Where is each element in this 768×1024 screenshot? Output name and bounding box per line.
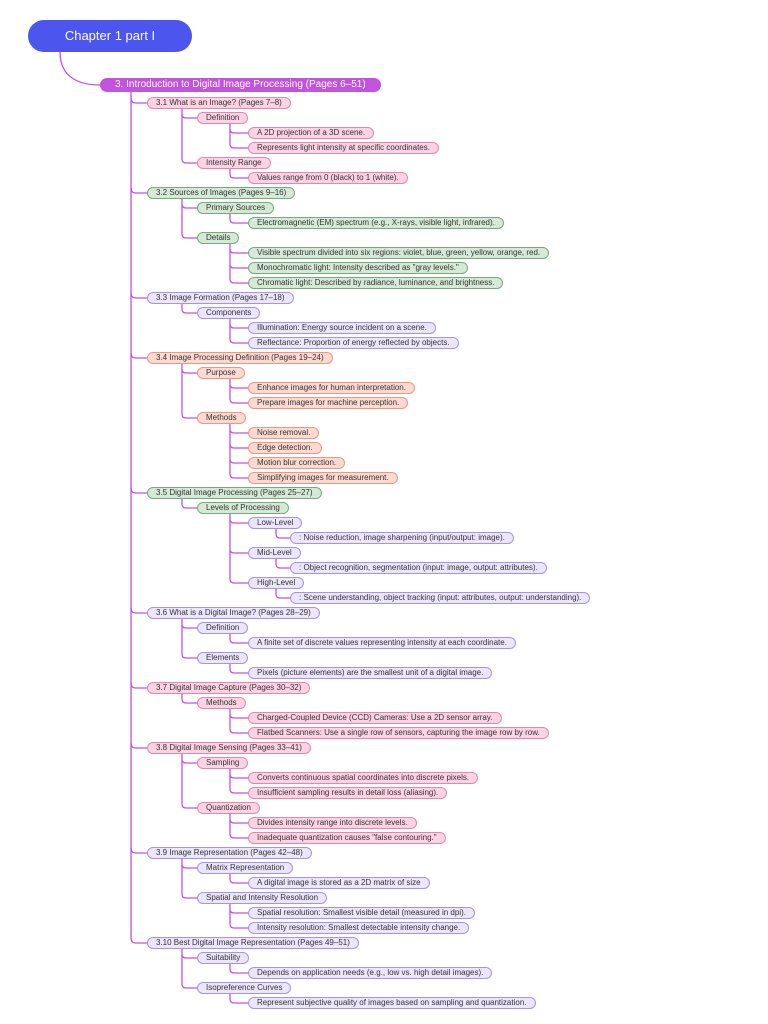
- trunk-branch-3-5-digital-image-processing-pages-25-27: [131, 488, 147, 493]
- detail-charged-coupled-device-ccd-cameras-use-a[interactable]: Charged-Coupled Device (CCD) Cameras: Use a 2D sensor array.: [248, 712, 502, 724]
- detail-connector: [230, 424, 248, 478]
- detail-connector: [230, 814, 248, 838]
- subtopic-intensity-range[interactable]: Intensity Range: [197, 157, 271, 169]
- section-3-3-image-formation-pages-17-18[interactable]: 3.3 Image Formation (Pages 17–18): [147, 292, 294, 304]
- subtopic-connector: [182, 619, 197, 658]
- leaf-scene-understanding-object-tracking-inpu[interactable]: : Scene understanding, object tracking (input: attributes, output: understanding).: [290, 592, 590, 604]
- subtopic-connector: [182, 499, 197, 508]
- detail-divides-intensity-range-into-discrete-le[interactable]: Divides intensity range into discrete levels.: [248, 817, 417, 829]
- subtopic-isopreference-curves[interactable]: Isopreference Curves: [197, 982, 291, 994]
- subtopic-sampling[interactable]: Sampling: [197, 757, 248, 769]
- subtopic-definition[interactable]: Definition: [197, 622, 248, 634]
- detail-values-range-from-0-black-to-1-white[interactable]: Values range from 0 (black) to 1 (white).: [248, 172, 408, 184]
- subtopic-matrix-representation[interactable]: Matrix Representation: [197, 862, 293, 874]
- leaf-object-recognition-segmentation-input-im[interactable]: : Object recognition, segmentation (input: image, output: attributes).: [290, 562, 547, 574]
- detail-depends-on-application-needs-e-g-low-vs-[interactable]: Depends on application needs (e.g., low vs. high detail images).: [248, 967, 492, 979]
- detail-edge-detection[interactable]: Edge detection.: [248, 442, 322, 454]
- detail-connector: [230, 124, 248, 148]
- trunk-branch-3-7-digital-image-capture-pages-30-32: [131, 683, 147, 688]
- detail-noise-removal[interactable]: Noise removal.: [248, 427, 319, 439]
- detail-monochromatic-light-intensity-described-[interactable]: Monochromatic light: Intensity described as "gray levels.": [248, 262, 468, 274]
- subtopic-levels-of-processing[interactable]: Levels of Processing: [197, 502, 289, 514]
- subtopic-primary-sources[interactable]: Primary Sources: [197, 202, 274, 214]
- detail-represent-subjective-quality-of-images-b[interactable]: Represent subjective quality of images based on sampling and quantization.: [248, 997, 536, 1009]
- detail-high-level[interactable]: High-Level: [248, 577, 304, 589]
- detail-insufficient-sampling-results-in-detail-[interactable]: Insufficient sampling results in detail loss (aliasing).: [248, 787, 447, 799]
- detail-chromatic-light-described-by-radiance-lu[interactable]: Chromatic light: Described by radiance, luminance, and brightness.: [248, 277, 503, 289]
- section-3-6-what-is-a-digital-image-pages-28-29[interactable]: 3.6 What is a Digital Image? (Pages 28–29): [147, 607, 320, 619]
- subtopic-connector: [182, 364, 197, 418]
- subtopic-methods[interactable]: Methods: [197, 697, 246, 709]
- detail-enhance-images-for-human-interpretation[interactable]: Enhance images for human interpretation.: [248, 382, 415, 394]
- subtopic-components[interactable]: Components: [197, 307, 260, 319]
- detail-converts-continuous-spatial-coordinates-[interactable]: Converts continuous spatial coordinates into discrete pixels.: [248, 772, 478, 784]
- subtopic-details[interactable]: Details: [197, 232, 239, 244]
- detail-connector: [230, 874, 248, 883]
- main-topic-node[interactable]: 3. Introduction to Digital Image Processing (Pages 6–51): [100, 78, 381, 92]
- subtopic-connector: [182, 109, 197, 163]
- section-3-7-digital-image-capture-pages-30-32[interactable]: 3.7 Digital Image Capture (Pages 30–32): [147, 682, 310, 694]
- detail-visible-spectrum-divided-into-six-region[interactable]: Visible spectrum divided into six regions: violet, blue, green, yellow, orange, red.: [248, 247, 549, 259]
- detail-pixels-picture-elements-are-the-smallest[interactable]: Pixels (picture elements) are the smallest unit of a digital image.: [248, 667, 492, 679]
- detail-a-finite-set-of-discrete-values-represen[interactable]: A finite set of discrete values representing intensity at each coordinate.: [248, 637, 516, 649]
- detail-connector: [230, 709, 248, 733]
- subtopic-elements[interactable]: Elements: [197, 652, 248, 664]
- section-3-4-image-processing-definition-pages-19[interactable]: 3.4 Image Processing Definition (Pages 19–24): [147, 352, 333, 364]
- detail-low-level[interactable]: Low-Level: [248, 517, 302, 529]
- detail-connector: [230, 514, 248, 583]
- section-3-10-best-digital-image-representation-p[interactable]: 3.10 Best Digital Image Representation (Pages 49–51): [147, 937, 359, 949]
- subtopic-quantization[interactable]: Quantization: [197, 802, 260, 814]
- subtopic-purpose[interactable]: Purpose: [197, 367, 245, 379]
- detail-connector: [230, 964, 248, 973]
- detail-connector: [230, 769, 248, 793]
- subtopic-methods[interactable]: Methods: [197, 412, 246, 424]
- section-3-1-what-is-an-image-pages-7-8[interactable]: 3.1 What is an Image? (Pages 7–8): [147, 97, 291, 109]
- subtopic-connector: [182, 304, 197, 313]
- subtopic-connector: [182, 694, 197, 703]
- detail-spatial-resolution-smallest-visible-deta[interactable]: Spatial resolution: Smallest visible detail (measured in dpi).: [248, 907, 475, 919]
- detail-connector: [230, 664, 248, 673]
- detail-connector: [230, 169, 248, 178]
- trunk-branch-3-9-image-representation-pages-42-48: [131, 848, 147, 853]
- subtopic-connector: [182, 859, 197, 898]
- detail-motion-blur-correction[interactable]: Motion blur correction.: [248, 457, 345, 469]
- detail-connector: [230, 634, 248, 643]
- trunk-branch-3-10-best-digital-image-representation-p: [131, 938, 147, 943]
- detail-connector: [230, 244, 248, 283]
- root-to-main-connector: [60, 52, 100, 85]
- detail-simplifying-images-for-measurement[interactable]: Simplifying images for measurement.: [248, 472, 398, 484]
- detail-intensity-resolution-smallest-detectable[interactable]: Intensity resolution: Smallest detectable intensity change.: [248, 922, 469, 934]
- detail-represents-light-intensity-at-specific-c[interactable]: Represents light intensity at specific coordinates.: [248, 142, 439, 154]
- trunk-branch-3-6-what-is-a-digital-image-pages-28-29: [131, 608, 147, 613]
- section-3-5-digital-image-processing-pages-25-27[interactable]: 3.5 Digital Image Processing (Pages 25–27): [147, 487, 322, 499]
- detail-connector: [230, 214, 248, 223]
- leaf-connector: [276, 589, 290, 598]
- detail-electromagnetic-em-spectrum-e-g-x-rays-v[interactable]: Electromagnetic (EM) spectrum (e.g., X-rays, visible light, infrared).: [248, 217, 504, 229]
- detail-flatbed-scanners-use-a-single-row-of-sen[interactable]: Flatbed Scanners: Use a single row of sensors, capturing the image row by row.: [248, 727, 549, 739]
- section-3-8-digital-image-sensing-pages-33-41[interactable]: 3.8 Digital Image Sensing (Pages 33–41): [147, 742, 311, 754]
- section-3-2-sources-of-images-pages-9-16[interactable]: 3.2 Sources of Images (Pages 9–16): [147, 187, 295, 199]
- detail-connector: [230, 994, 248, 1003]
- detail-a-2d-projection-of-a-3d-scene[interactable]: A 2D projection of a 3D scene.: [248, 127, 374, 139]
- detail-inadequate-quantization-causes-false-con[interactable]: Inadequate quantization causes "false contouring.": [248, 832, 446, 844]
- trunk-branch-3-4-image-processing-definition-pages-19: [131, 353, 147, 358]
- detail-connector: [230, 379, 248, 403]
- subtopic-spatial-and-intensity-resolution[interactable]: Spatial and Intensity Resolution: [197, 892, 327, 904]
- detail-prepare-images-for-machine-perception[interactable]: Prepare images for machine perception.: [248, 397, 408, 409]
- detail-connector: [230, 319, 248, 343]
- subtopic-connector: [182, 949, 197, 988]
- detail-a-digital-image-is-stored-as-a-2d-matrix[interactable]: A digital image is stored as a 2D matrix of size: [248, 877, 430, 889]
- subtopic-connector: [182, 754, 197, 808]
- detail-illumination-energy-source-incident-on-a[interactable]: Illumination: Energy source incident on a scene.: [248, 322, 436, 334]
- subtopic-definition[interactable]: Definition: [197, 112, 248, 124]
- detail-reflectance-proportion-of-energy-reflect[interactable]: Reflectance: Proportion of energy reflected by objects.: [248, 337, 459, 349]
- subtopic-connector: [182, 199, 197, 238]
- root-node[interactable]: Chapter 1 part I: [28, 20, 192, 52]
- leaf-connector: [276, 559, 290, 568]
- detail-connector: [230, 904, 248, 928]
- leaf-noise-reduction-image-sharpening-input-o[interactable]: : Noise reduction, image sharpening (input/output: image).: [290, 532, 514, 544]
- trunk-branch-3-8-digital-image-sensing-pages-33-41: [131, 743, 147, 748]
- section-3-9-image-representation-pages-42-48[interactable]: 3.9 Image Representation (Pages 42–48): [147, 847, 312, 859]
- trunk-branch-3-2-sources-of-images-pages-9-16: [131, 188, 147, 193]
- leaf-connector: [276, 529, 290, 538]
- detail-mid-level[interactable]: Mid-Level: [248, 547, 301, 559]
- trunk-branch-3-1-what-is-an-image-pages-7-8: [131, 98, 147, 103]
- trunk-branch-3-3-image-formation-pages-17-18: [131, 293, 147, 298]
- subtopic-suitability[interactable]: Suitability: [197, 952, 249, 964]
